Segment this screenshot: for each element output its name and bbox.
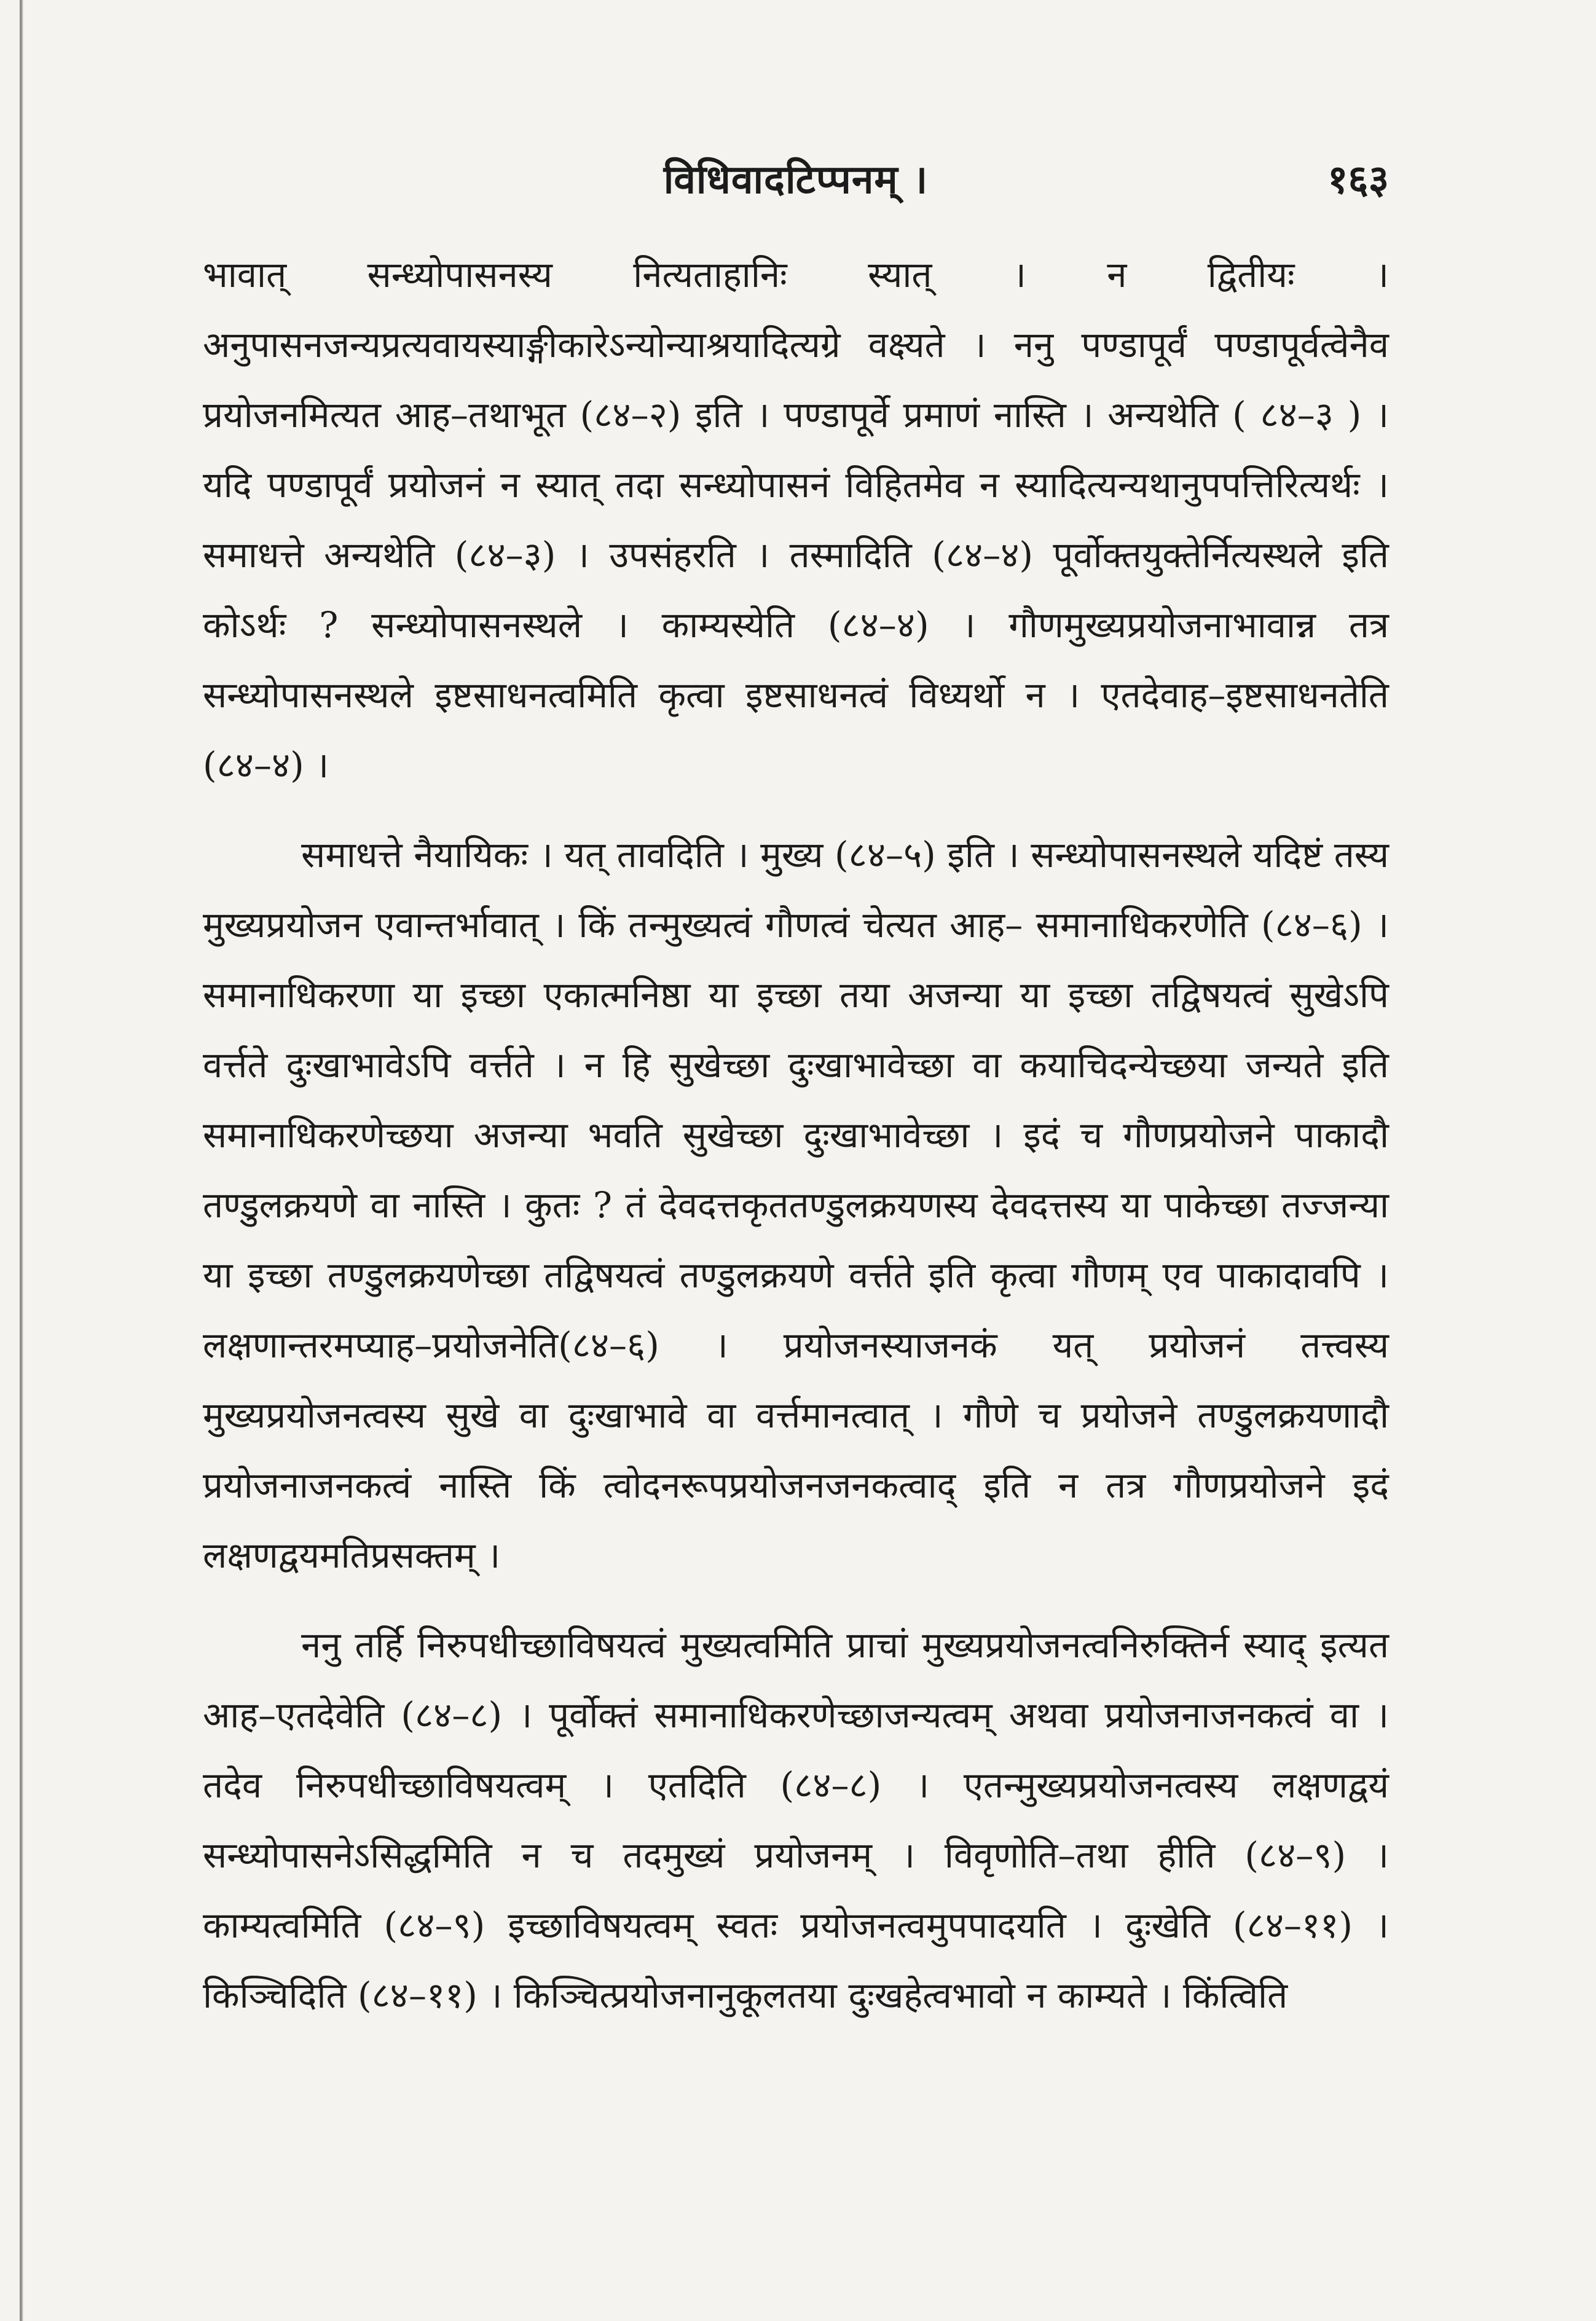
binding-edge-shadow — [20, 0, 23, 2321]
running-title: विधिवादटिप्पनम् । — [663, 157, 929, 203]
page-header — [203, 147, 1389, 209]
body-text — [203, 240, 1389, 2030]
paragraph: समाधत्ते नैयायिकः । यत् तावदिति । मुख्य (८४–५) इति । सन्ध्योपासनस्थले यदिष्टं तस्य मुख्यप्रयोजन एवान्तर्भावात् । किं तन्मुख्यत्वं गौणत्वं चेत्यत आह– समानाधिकरणेति (८४–६) । समानाधिकरणा या इच्छा एकात्मनिष्ठा या इच्छा तया अजन्या या इच्छा तद्विषयत्वं सुखेऽपि वर्त्तते दुःखाभावेऽपि वर्त्तते । न हि सुखेच्छा दुःखाभावेच्छा वा कयाचिदन्येच्छया जन्यते इति समानाधिकरणेच्छया अजन्या भवति सुखेच्छा दुःखाभावेच्छा । इदं च गौणप्रयोजने पाकादौ तण्डुलक्रयणे वा नास्ति । कुतः ? तं देवदत्तकृततण्डुलक्रयणस्य देवदत्तस्य या पाकेच्छा तज्जन्या या इच्छा तण्डुलक्रयणेच्छा तद्विषयत्वं तण्डुलक्रयणे वर्त्तते इति कृत्वा गौणम् एव पाकादावपि । लक्षणान्तरमप्याह–प्रयोजनेति(८४–६) । प्रयोजनस्याजनकं यत् प्रयोजनं तत्त्वस्य मुख्यप्रयोजनत्वस्य सुखे वा दुःखाभावे वा वर्त्तमानत्वात् । गौणे च प्रयोजने तण्डुलक्रयणादौ प्रयोजनाजनकत्वं नास्ति किं त्वोदनरूपप्रयोजनजनकत्वाद् इति न तत्र गौणप्रयोजने इदं लक्षणद्वयमतिप्रसक्तम् । — [203, 834, 1389, 1576]
paragraph: ननु तर्हि निरुपधीच्छाविषयत्वं मुख्यत्वमिति प्राचां मुख्यप्रयोजनत्वनिरुक्तिर्न स्याद् इत्यत आह–एतदेवेति (८४–८) । पूर्वोक्तं समानाधिकरणेच्छाजन्यत्वम् अथवा प्रयोजनाजनकत्वं वा । तदेव निरुपधीच्छाविषयत्वम् । एतदिति (८४–८) । एतन्मुख्यप्रयोजनत्वस्य लक्षणद्वयं सन्ध्योपासनेऽसिद्धमिति न च तदमुख्यं प्रयोजनम् । विवृणोति–तथा हीति (८४–९) । काम्यत्वमिति (८४–९) इच्छाविषयत्वम् स्वतः प्रयोजनत्वमुपपादयति । दुःखेति (८४–११) । किञ्चिदिति (८४–११) । किञ्चित्प्रयोजनानुकूलतया दुःखहेत्वभावो न काम्यते । किंत्विति — [203, 1624, 1389, 2016]
page-number: १६३ — [1327, 157, 1389, 203]
paragraph: भावात् सन्ध्योपासनस्य नित्यताहानिः स्यात् । न द्वितीयः । अनुपासनजन्यप्रत्यवायस्याङ्गीकारेऽन्योन्याश्रयादित्यग्रे वक्ष्यते । ननु पण्डापूर्वं पण्डापूर्वत्वेनैव प्रयोजनमित्यत आह–तथाभूत (८४–२) इति । पण्डापूर्वे प्रमाणं नास्ति । अन्यथेति ( ८४–३ ) । यदि पण्डापूर्वं प्रयोजनं न स्यात् तदा सन्ध्योपासनं विहितमेव न स्यादित्यन्यथानुपपत्तिरित्यर्थः । समाधत्ते अन्यथेति (८४–३) । उपसंहरति । तस्मादिति (८४–४) पूर्वोक्तयुक्तेर्नित्यस्थले इति कोऽर्थः ? सन्ध्योपासनस्थले । काम्यस्येति (८४–४) । गौणमुख्यप्रयोजनाभावान्न तत्र सन्ध्योपासनस्थले इष्टसाधनत्वमिति कृत्वा इष्टसाधनत्वं विध्यर्थो न । एतदेवाह–इष्टसाधनतेति (८४–४) । — [203, 254, 1389, 786]
